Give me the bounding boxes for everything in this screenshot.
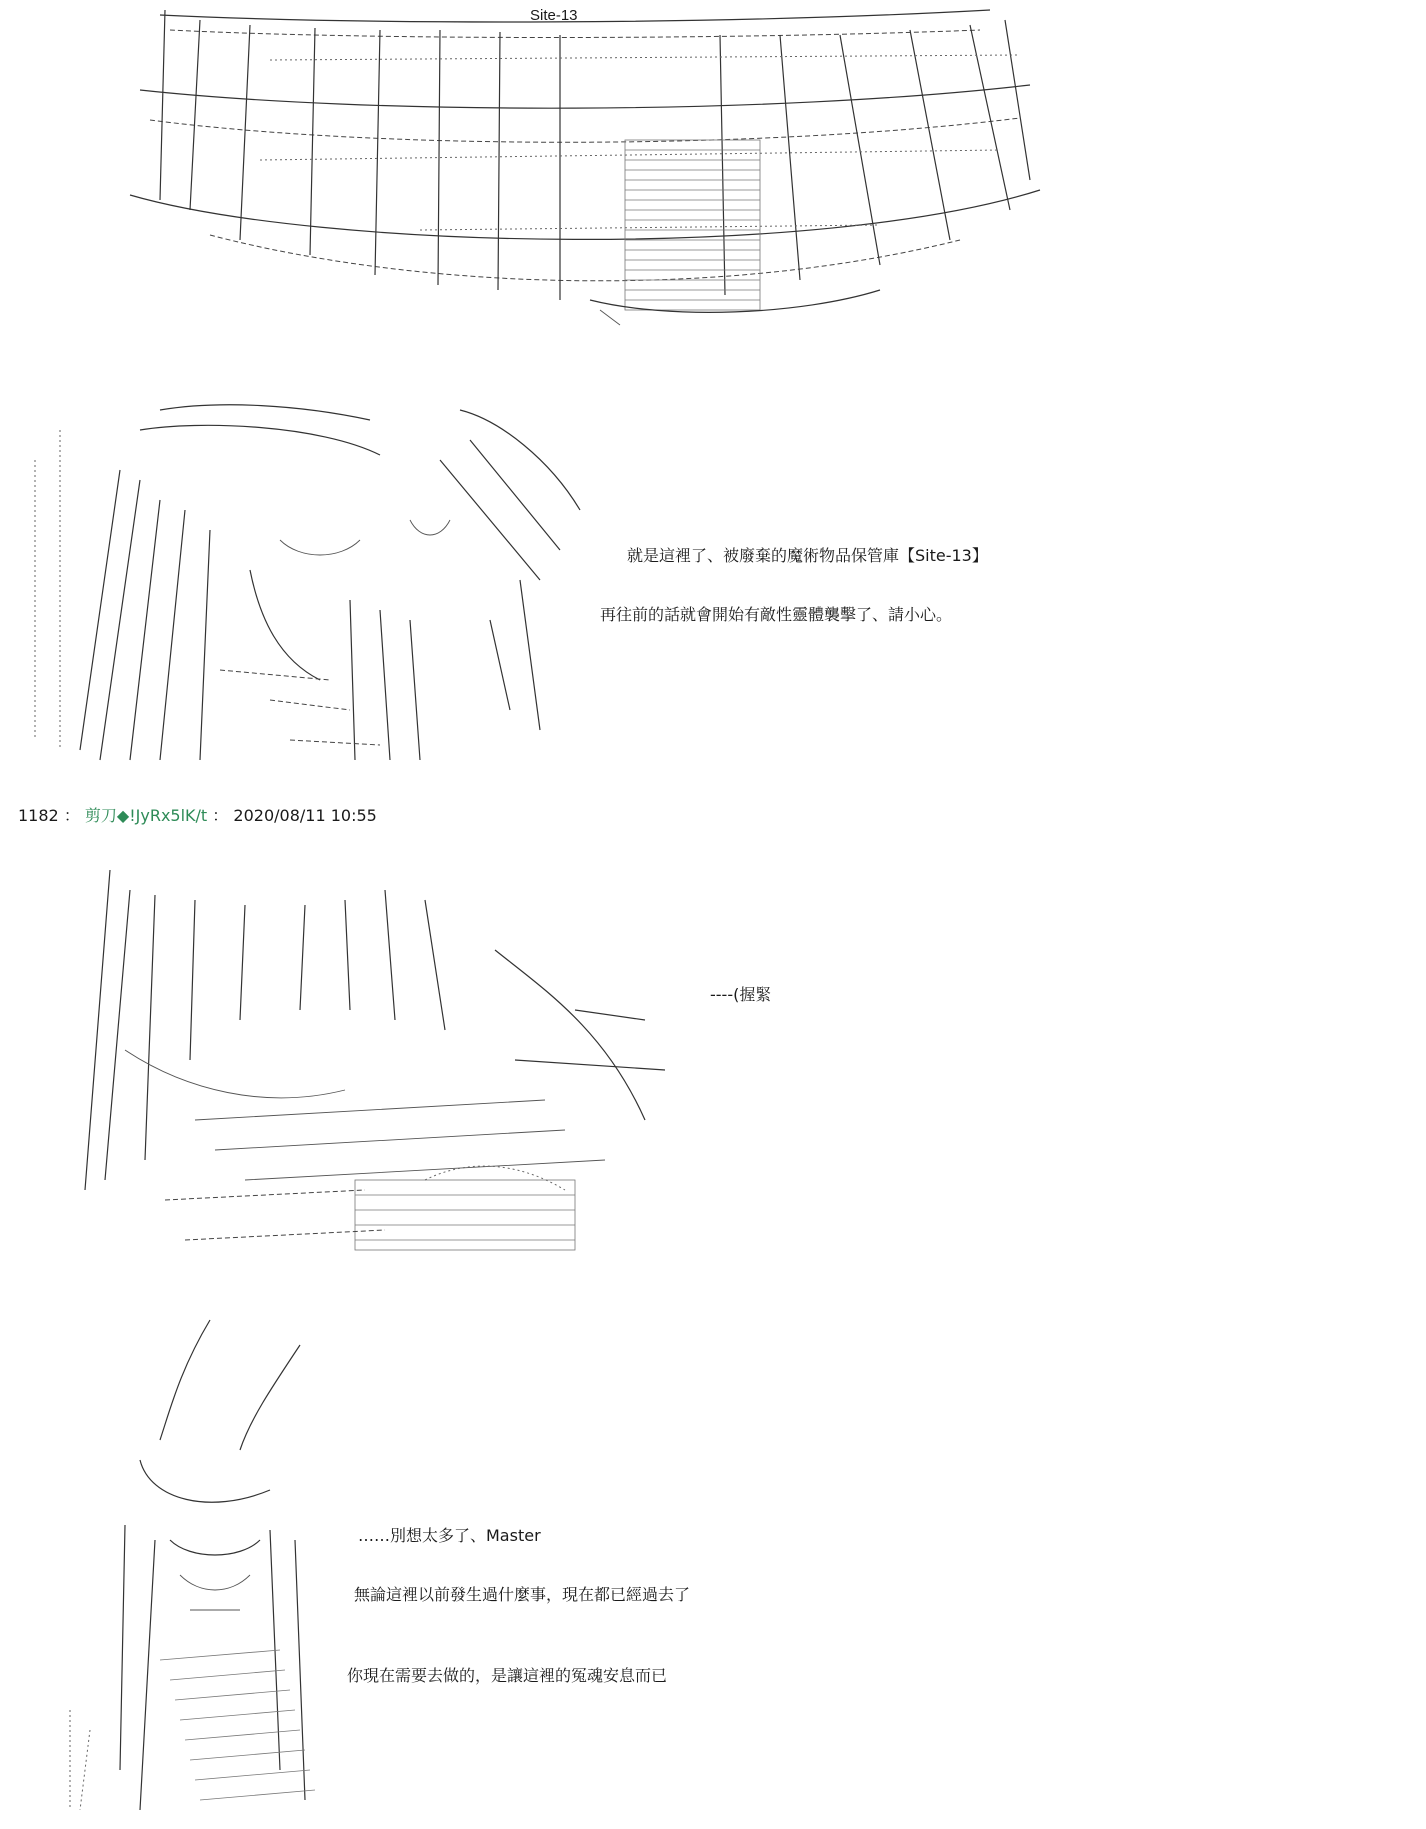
ascii-art-clenched-hand <box>45 860 685 1270</box>
post-header <box>18 806 377 826</box>
dialogue-line: 你現在需要去做的，是讓這裡的冤魂安息而已 <box>347 1666 668 1685</box>
ascii-art-bunny-girl <box>60 1310 350 1820</box>
dialogue-line: 再往前的話就會開始有敵性靈體襲擊了、請小心。 <box>600 605 953 624</box>
post-separator: ： <box>212 806 229 825</box>
post-number: 1182 <box>18 806 59 825</box>
dialogue-line: ----(握緊 <box>710 985 772 1004</box>
dialogue-line: ……別想太多了、Master <box>358 1526 541 1545</box>
post-author-link[interactable]: 剪刀◆!JyRx5lK/t <box>84 806 208 825</box>
ascii-art-girl-long-hair <box>20 400 600 770</box>
dialogue-line: 無論這裡以前發生過什麼事，現在都已經過去了 <box>354 1585 691 1604</box>
ascii-art-ruins <box>120 0 1060 330</box>
post-separator: ： <box>63 806 80 825</box>
post-date: 2020/08/11 10:55 <box>233 806 377 825</box>
site-label: Site-13 <box>530 7 578 24</box>
dialogue-line: 就是這裡了、被廢棄的魔術物品保管庫【Site-13】 <box>627 546 988 565</box>
